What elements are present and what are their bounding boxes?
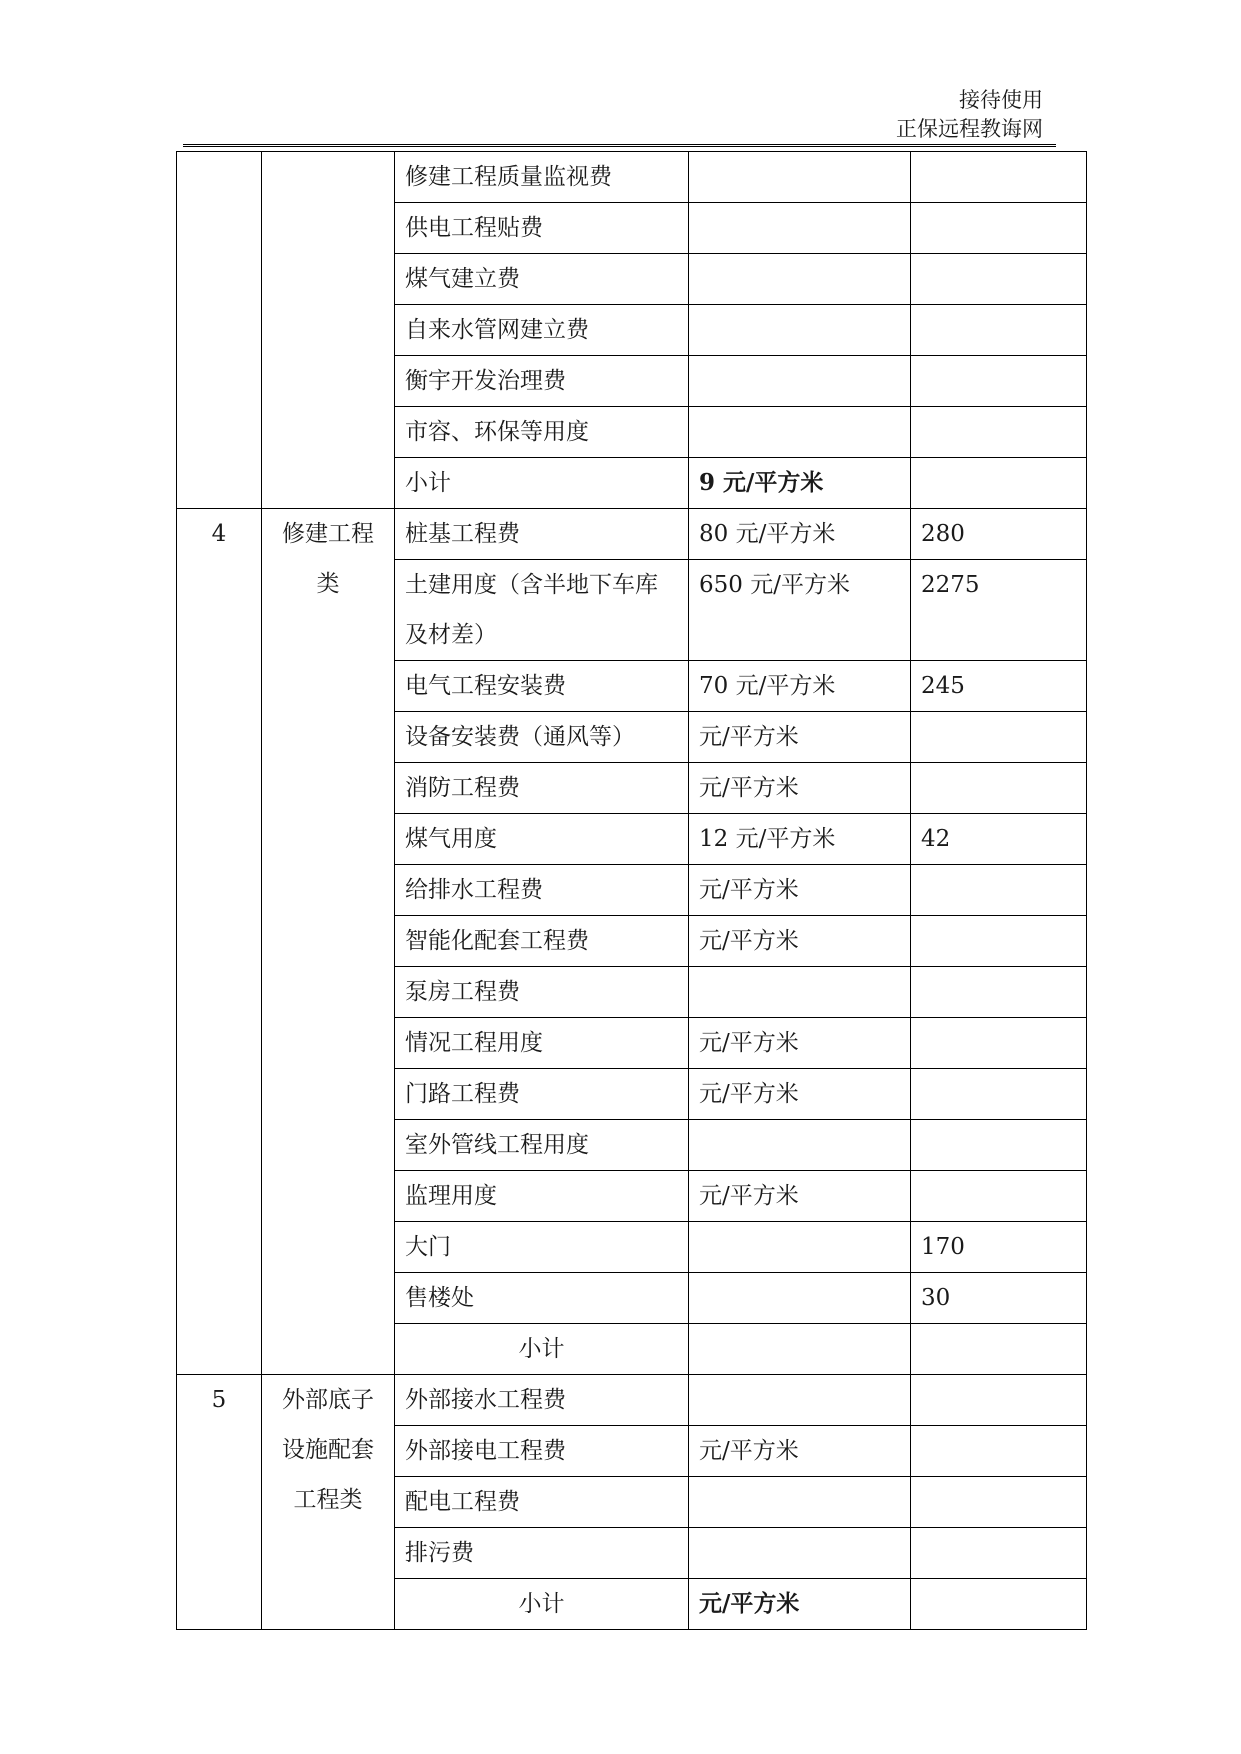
- amount-cell: [911, 152, 1087, 203]
- item-cell: 配电工程费: [395, 1477, 689, 1528]
- rate-cell: [689, 254, 911, 305]
- table-row: [177, 1375, 1087, 1426]
- rate-cell: 元/平方米: [689, 1426, 911, 1477]
- item-cell: 消防工程费: [395, 763, 689, 814]
- amount-cell: [911, 763, 1087, 814]
- category-cell: 修建工程类: [262, 509, 395, 1375]
- rate-cell: 元/平方米: [689, 1069, 911, 1120]
- rate-cell: [689, 356, 911, 407]
- rate-cell: [689, 152, 911, 203]
- rate-cell: 元/平方米: [689, 1171, 911, 1222]
- table-row: [177, 509, 1087, 560]
- item-cell: 桩基工程费: [395, 509, 689, 560]
- rate-cell: 650 元/平方米: [689, 560, 911, 661]
- item-cell: 大门: [395, 1222, 689, 1273]
- item-cell: 修建工程质量监视费: [395, 152, 689, 203]
- page-header: [896, 86, 1043, 144]
- item-cell: 智能化配套工程费: [395, 916, 689, 967]
- amount-cell: [911, 254, 1087, 305]
- no-cell: [177, 152, 262, 509]
- item-cell: 售楼处: [395, 1273, 689, 1324]
- item-cell: 衡宇开发治理费: [395, 356, 689, 407]
- table-row: [177, 152, 1087, 203]
- item-cell: 自来水管网建立费: [395, 305, 689, 356]
- amount-cell: [911, 305, 1087, 356]
- item-cell: 外部接水工程费: [395, 1375, 689, 1426]
- rate-cell: [689, 407, 911, 458]
- rate-cell: 元/平方米: [689, 1018, 911, 1069]
- rate-cell: 元/平方米: [689, 865, 911, 916]
- rate-cell: [689, 305, 911, 356]
- subtotal-rate: [689, 1324, 911, 1375]
- amount-cell: 280: [911, 509, 1087, 560]
- amount-cell: 30: [911, 1273, 1087, 1324]
- amount-cell: [911, 916, 1087, 967]
- rate-cell: 80 元/平方米: [689, 509, 911, 560]
- amount-cell: [911, 407, 1087, 458]
- amount-cell: 2275: [911, 560, 1087, 661]
- item-cell: 外部接电工程费: [395, 1426, 689, 1477]
- amount-cell: 42: [911, 814, 1087, 865]
- amount-cell: [911, 203, 1087, 254]
- item-cell: 土建用度（含半地下车库及材差）: [395, 560, 689, 661]
- amount-cell: 170: [911, 1222, 1087, 1273]
- cost-table: [176, 151, 1087, 1630]
- item-cell: 给排水工程费: [395, 865, 689, 916]
- item-cell: 市容、环保等用度: [395, 407, 689, 458]
- amount-cell: [911, 1426, 1087, 1477]
- amount-cell: [911, 712, 1087, 763]
- subtotal-rate: 9 元/平方米: [689, 458, 911, 509]
- item-cell: 门路工程费: [395, 1069, 689, 1120]
- rate-cell: [689, 967, 911, 1018]
- item-cell: 设备安装费（通风等）: [395, 712, 689, 763]
- item-cell: 煤气用度: [395, 814, 689, 865]
- item-cell: 电气工程安装费: [395, 661, 689, 712]
- subtotal-amount: [911, 1579, 1087, 1630]
- subtotal-label: 小计: [395, 1324, 689, 1375]
- subtotal-label: 小计: [395, 458, 689, 509]
- rate-cell: 元/平方米: [689, 763, 911, 814]
- rate-cell: [689, 203, 911, 254]
- rate-cell: [689, 1273, 911, 1324]
- header-line-1: 接待使用: [959, 88, 1043, 112]
- category-cell: 外部底子设施配套工程类: [262, 1375, 395, 1630]
- subtotal-rate: 元/平方米: [689, 1579, 911, 1630]
- header-line-2: 正保远程教诲网: [896, 117, 1043, 141]
- header-rule: [183, 144, 1056, 147]
- amount-cell: [911, 1477, 1087, 1528]
- category-cell: [262, 152, 395, 509]
- amount-cell: [911, 865, 1087, 916]
- amount-cell: [911, 1018, 1087, 1069]
- rate-cell: [689, 1222, 911, 1273]
- rate-cell: 12 元/平方米: [689, 814, 911, 865]
- rate-cell: [689, 1120, 911, 1171]
- rate-cell: [689, 1375, 911, 1426]
- rate-cell: 元/平方米: [689, 916, 911, 967]
- no-cell: 4: [177, 509, 262, 1375]
- amount-cell: [911, 1375, 1087, 1426]
- amount-cell: [911, 356, 1087, 407]
- amount-cell: [911, 1171, 1087, 1222]
- no-cell: 5: [177, 1375, 262, 1630]
- item-cell: 排污费: [395, 1528, 689, 1579]
- amount-cell: [911, 1069, 1087, 1120]
- item-cell: 供电工程贴费: [395, 203, 689, 254]
- rate-cell: [689, 1477, 911, 1528]
- amount-cell: 245: [911, 661, 1087, 712]
- amount-cell: [911, 1528, 1087, 1579]
- subtotal-amount: [911, 458, 1087, 509]
- rate-cell: 70 元/平方米: [689, 661, 911, 712]
- rate-cell: [689, 1528, 911, 1579]
- item-cell: 监理用度: [395, 1171, 689, 1222]
- amount-cell: [911, 1120, 1087, 1171]
- subtotal-amount: [911, 1324, 1087, 1375]
- item-cell: 泵房工程费: [395, 967, 689, 1018]
- item-cell: 情况工程用度: [395, 1018, 689, 1069]
- item-cell: 煤气建立费: [395, 254, 689, 305]
- amount-cell: [911, 967, 1087, 1018]
- rate-cell: 元/平方米: [689, 712, 911, 763]
- item-cell: 室外管线工程用度: [395, 1120, 689, 1171]
- subtotal-label: 小计: [395, 1579, 689, 1630]
